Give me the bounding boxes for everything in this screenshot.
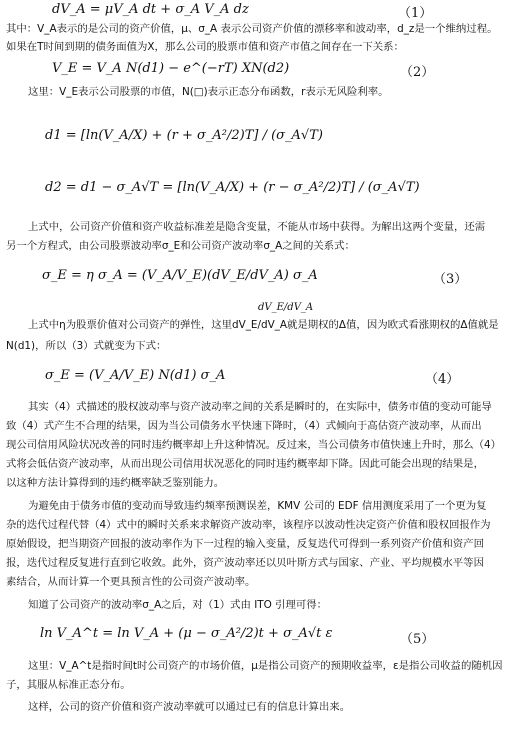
paragraph-6-line-2: 杂的迭代过程代替（4）式中的瞬时关系来求解资产波动率，该程序以波动性决定资产价值和股权回报作为: [6, 519, 491, 531]
paragraph-5-line-4: 式将会低估资产波动率，从而出现公司信用状况恶化的同时违约概率却下降。因此可能会出现的结果是，: [6, 458, 484, 470]
paragraph-5-line-5: 以这种方法计算得到的违约概率缺乏鉴别能力。: [6, 477, 225, 489]
paragraph-6-line-5: 素结合，从而计算一个更具预言性的公司资产波动率。: [6, 576, 256, 588]
paragraph-9: 这样，公司的资产价值和资产波动率就可以通过已有的信息计算出来。: [28, 701, 351, 713]
paragraph-2: 这里：V_E表示公司股票的市值，N(□)表示正态分布函数，r表示无风险利率。: [28, 86, 389, 98]
equation-3: σ_E = η σ_A = (V_A/V_E)(dV_E/dV_A) σ_A: [42, 268, 318, 283]
paragraph-6-line-4: 报，迭代过程反复进行直到它收敛。此外，资产波动率还以贝叶斯方式与国家、产业、平均规模水平等因: [6, 557, 484, 569]
paragraph-4-line-1: 上式中η为股票价值对公司资产的弹性，这里dV_E/dV_A就是期权的Δ值，因为欧式看涨期权的Δ值就是: [28, 319, 499, 331]
paragraph-5-line-3: 现公司信用风险状况改善的同时违约概率却上升这种情况。反过来，当公司债务市值快速上升时，那么（4）: [6, 439, 501, 451]
paragraph-1-line-1: 其中：V_A表示的是公司的资产价值，μ、σ_A 表示公司资产价值的漂移率和波动率，d_z是一个维纳过程。: [6, 23, 498, 35]
delta-fraction: dV_E/dV_A: [258, 302, 314, 313]
equation-d1: d1 = [ln(V_A/X) + (r + σ_A²/2)T] / (σ_A√T): [45, 128, 323, 143]
equation-4-number: （4）: [425, 372, 460, 387]
equation-1-number: （1）: [398, 6, 433, 21]
paragraph-5-line-2: 致（4）式产生不合理的结果，因为当公司债务水平快速下降时，（4）式倾向于高估资产波动率，从而出: [6, 420, 482, 432]
paragraph-3-line-2: 另一个方程式，由公司股票波动率σ_E和公司资产波动率σ_A之间的关系式：: [6, 240, 355, 252]
equation-3-number: （3）: [433, 272, 468, 287]
equation-4: σ_E = (V_A/V_E) N(d1) σ_A: [45, 368, 226, 383]
equation-5-number: （5）: [400, 632, 435, 647]
paragraph-3-line-1: 上式中，公司资产价值和资产收益标准差是隐含变量，不能从市场中获得。为解出这两个变量，还需: [28, 221, 486, 233]
equation-2: V_E = V_A N(d1) − e^(−rT) XN(d2): [52, 61, 290, 76]
equation-5: ln V_A^t = ln V_A + (μ − σ_A²/2)t + σ_A√t ε: [40, 626, 333, 641]
paragraph-8-line-2: 子，其服从标准正态分布。: [6, 679, 131, 691]
paragraph-7: 知道了公司资产的波动率σ_A之后，对（1）式由 ITO 引理可得：: [28, 599, 328, 611]
paragraph-6-line-3: 原始假设，把当期资产回报的波动率作为下一过程的输入变量，反复迭代可得到一系列资产价值和资产回: [6, 538, 484, 550]
paragraph-6-line-1: 为避免由于债务市值的变动而导致违约频率预测误差，KMV 公司的 EDF 信用测度采用了一个更为复: [28, 500, 487, 512]
paragraph-1-line-2: 如果在T时间到期的债务面值为X，那么公司的股票市值和资产市值之间存在一下关系：: [6, 41, 404, 53]
paragraph-4-line-2: N(d1)，所以（3）式就变为下式：: [6, 340, 167, 352]
paragraph-8-line-1: 这里：V_A^t是指时间t时公司资产的市场价值，μ是指公司资产的预期收益率，ε是指公司收益的随机因: [28, 660, 503, 672]
equation-2-number: （2）: [400, 65, 435, 80]
paragraph-5-line-1: 其实（4）式描述的股权波动率与资产波动率之间的关系是瞬时的，在实际中，债务市值的变动可能导: [28, 401, 492, 413]
equation-d2: d2 = d1 − σ_A√T = [ln(V_A/X) + (r − σ_A²/2)T] / (σ_A√T): [45, 180, 420, 195]
equation-1: dV_A = μV_A dt + σ_A V_A dz: [52, 2, 249, 17]
